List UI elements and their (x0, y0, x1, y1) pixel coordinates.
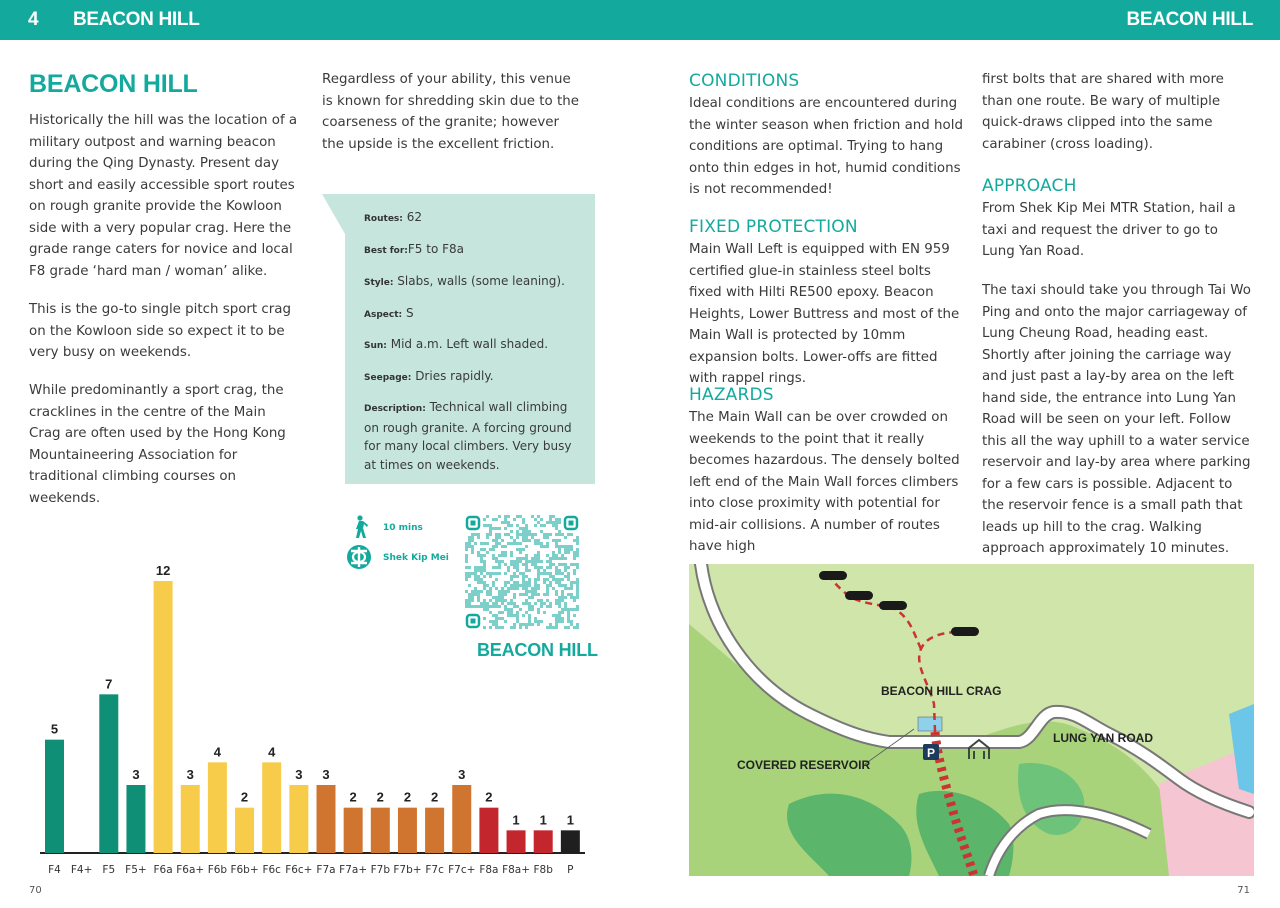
crag-sector-3 (879, 601, 907, 610)
crag-sector-2 (845, 591, 873, 600)
bar-value-label: 12 (155, 563, 171, 578)
hazards-text-continued: first bolts that are shared with more than one route. Be wary of multiple quick-draws clipped into the same carabiner (cross loading). (982, 72, 1224, 152)
bar-value-label: 4 (268, 744, 276, 760)
crag-info-box (345, 194, 595, 484)
page-number-right: 71 (1237, 885, 1250, 896)
bar-F6c (262, 762, 281, 853)
bar-F6b-plus (235, 808, 254, 853)
page-header (0, 0, 1280, 40)
station-name: Shek Kip Mei (383, 553, 449, 563)
x-tick-label: F6a (153, 864, 173, 876)
header-title-left: BEACON HILL (73, 9, 200, 30)
bar-F5-plus (126, 785, 145, 853)
conditions-text: Ideal conditions are encountered during the winter season when friction and hold conditions are optimal. Trying to hang onto thin edges in hot, humid conditions is not recommended! (689, 96, 963, 197)
page-number-left: 70 (29, 885, 42, 896)
bar-value-label: 1 (512, 812, 520, 828)
hazards-heading: HAZARDS (689, 385, 774, 405)
qr-caption: BEACON HILL (477, 640, 598, 660)
bar-F4 (45, 740, 64, 853)
bar-value-label: 3 (295, 767, 303, 782)
bar-value-label: 2 (403, 789, 412, 805)
bar-F8a-plus (507, 830, 526, 853)
bar-F6b (208, 762, 227, 853)
crag-sector-4 (951, 627, 979, 636)
bar-F7a (317, 785, 336, 853)
bar-F7c-plus (452, 785, 471, 853)
x-tick-label: F7c (425, 864, 444, 876)
map-label-road: LUNG YAN ROAD (1053, 731, 1154, 745)
bar-value-label: 3 (186, 767, 194, 782)
x-tick-label: F8a (479, 864, 499, 876)
bar-F5 (99, 694, 118, 853)
bar-F8b (534, 830, 553, 853)
fixed-protection-heading: FIXED PROTECTION (689, 217, 858, 237)
x-tick-label: F8b (533, 864, 553, 876)
x-tick-label: F6b (207, 864, 228, 876)
x-tick-label: F4+ (70, 864, 93, 876)
walking-person-icon (350, 515, 368, 539)
info-style: Style: Slabs, walls (some leaning). (364, 274, 565, 288)
x-tick-label: P (567, 864, 574, 876)
info-routes: Routes: 62 (364, 210, 422, 224)
bar-F8a (479, 808, 498, 853)
intro-paragraph-1: Historically the hill was the location of a military outpost and warning beacon during the Qing Dynasty. Present day short and easily accessible sport routes on rough granite provide the Kowloon side with a very popular crag. Here the grade range caters for novice and local F8 grade ‘hard man / woman’ alike. (29, 113, 298, 279)
conditions-heading: CONDITIONS (689, 71, 800, 91)
grade-histogram-chart (30, 555, 600, 885)
bar-value-label: 7 (105, 676, 113, 692)
bar-F7b (371, 808, 390, 853)
walk-time: 10 mins (383, 523, 423, 533)
approach-heading: APPROACH (982, 176, 1077, 196)
x-tick-label: F5 (102, 864, 116, 876)
bar-F6c-plus (289, 785, 308, 853)
approach-text-1: From Shek Kip Mei MTR Station, hail a taxi and request the driver to go to Lung Yan Road. (982, 201, 1236, 259)
bar-value-label: 2 (376, 789, 384, 805)
header-title-right: BEACON HILL (1126, 9, 1253, 30)
parking-symbol: P (926, 746, 936, 760)
x-tick-label: F7b+ (393, 864, 422, 876)
info-seepage: Seepage: Dries rapidly. (364, 369, 494, 383)
x-tick-label: F7c+ (448, 864, 476, 876)
x-tick-label: F5+ (125, 864, 147, 876)
x-tick-label: F7a (316, 864, 336, 876)
intro-paragraph-4: Regardless of your ability, this venue is known for shredding skin due to the coarseness of the granite; however the upside is the excellent friction. (322, 72, 579, 152)
chapter-number: 4 (28, 9, 39, 30)
x-tick-label: F7b (370, 864, 390, 876)
bar-F7a-plus (344, 808, 363, 853)
fixed-protection-text: Main Wall Left is equipped with EN 959 certified glue-in stainless steel bolts fixed with Hilti RE500 epoxy. Beacon Heights, Lower Buttress and most of the Main Wall is protected by 10mm expansion bolts. Lower-offs are fitted with rappel rings. (689, 242, 960, 386)
x-tick-label: F4 (48, 864, 61, 876)
page-title: BEACON HILL (29, 70, 198, 98)
bar-value-label: 2 (485, 789, 493, 805)
bar-value-label: 3 (458, 767, 466, 782)
bar-value-label: 1 (566, 812, 574, 828)
bar-value-label: 2 (349, 789, 357, 805)
intro-paragraph-2: This is the go-to single pitch sport crag on the Kowloon side so expect it to be very busy on weekends. (29, 302, 292, 360)
bar-value-label: 2 (430, 789, 439, 805)
bar-value-label: 3 (322, 767, 330, 782)
x-tick-label: F7a+ (339, 864, 368, 876)
bar-value-label: 1 (539, 812, 547, 828)
info-sun: Sun: Mid a.m. Left wall shaded. (364, 337, 549, 351)
bar-value-label: 4 (213, 744, 222, 760)
map-label-reservoir: COVERED RESERVOIR (737, 758, 871, 772)
info-best-for: Best for:F5 to F8a (364, 242, 465, 256)
map-reservoir-symbol (918, 717, 942, 731)
approach-map (689, 564, 1254, 876)
bar-value-label: 5 (50, 721, 59, 737)
x-tick-label: F6a+ (176, 864, 205, 876)
info-aspect: Aspect: S (364, 306, 414, 320)
x-tick-label: F8a+ (502, 864, 531, 876)
bar-P (561, 830, 580, 853)
info-description: Description: Technical wall climbing on rough granite. A forcing ground for many local climbers. Very busy at times on weekends. (364, 400, 572, 472)
x-tick-label: F6c (262, 864, 281, 876)
bar-value-label: 3 (132, 767, 140, 782)
bar-F6a-plus (181, 785, 200, 853)
bar-F6a (154, 581, 173, 853)
bar-F7b-plus (398, 808, 417, 853)
x-tick-label: F6c+ (285, 864, 313, 876)
hazards-text: The Main Wall can be over crowded on weekends to the point that it really becomes hazardous. The densely bolted left end of the Main Wall forces climbers into close proximity with potential for mid-air collisions. A number of routes have high (689, 410, 960, 554)
bar-F7c (425, 808, 444, 853)
map-label-crag: BEACON HILL CRAG (881, 684, 1002, 698)
intro-paragraph-3: While predominantly a sport crag, the cracklines in the centre of the Main Crag are often used by the Hong Kong Mountaineering Association for traditional climbing courses on weekends. (29, 383, 286, 506)
crag-sector-1 (819, 571, 847, 580)
approach-text-2: The taxi should take you through Tai Wo Ping and onto the major carriageway of Lung Cheung Road, heading east. Shortly after joining the carriage way and just past a lay-by area on the left hand side, the entrance into Lung Yan Road will be seen on your left. Follow this all the way uphill to a water service reservoir and lay-by area where parking for a few cars is possible. Adjacent to the reservoir fence is a small path that leads up hill to the crag. Walking approach approximately 10 minutes. (982, 283, 1251, 556)
bar-value-label: 2 (240, 789, 249, 805)
x-tick-label: F6b+ (230, 864, 259, 876)
info-box-notch (322, 194, 345, 234)
